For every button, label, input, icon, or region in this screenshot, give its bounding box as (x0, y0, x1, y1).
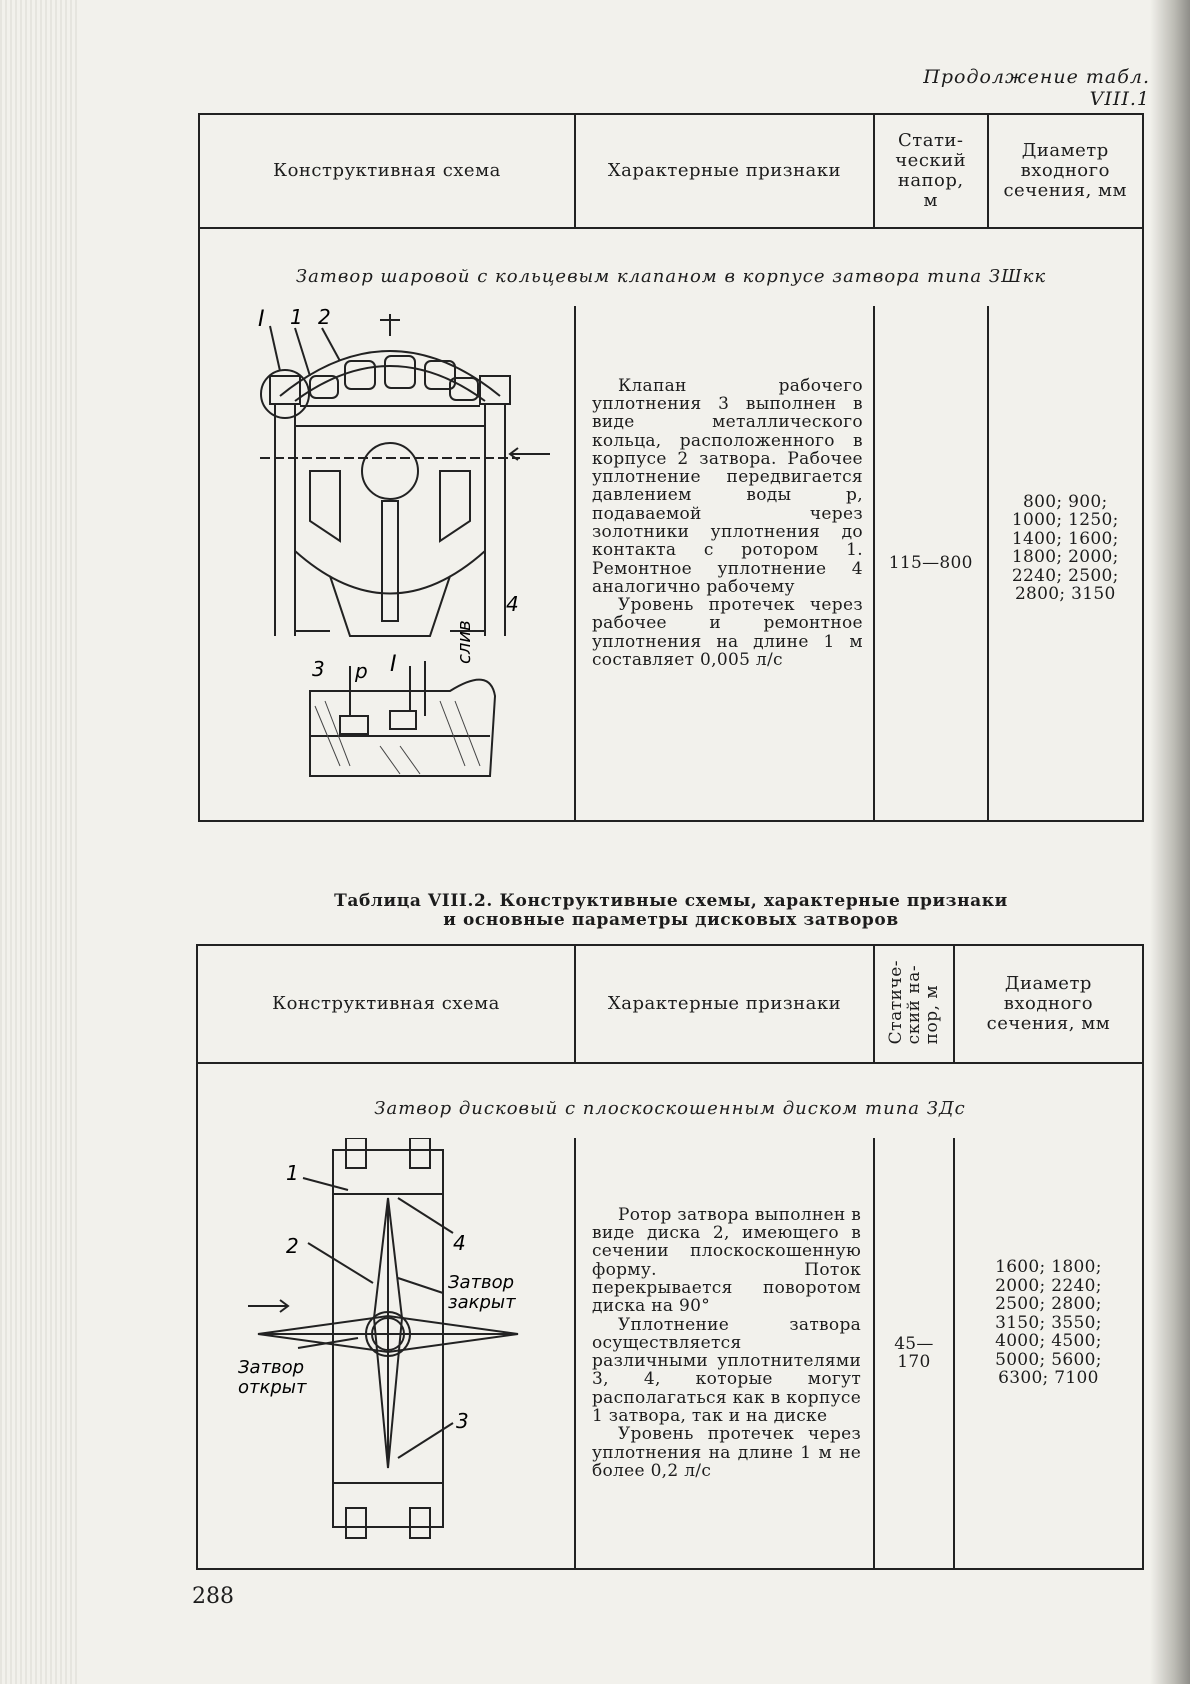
label-closed: Затвор закрыт (448, 1272, 516, 1313)
scan-edge-right (1150, 0, 1190, 1684)
diameter-value: 4000; 4500; (995, 1331, 1102, 1352)
label-4: 4 (453, 1231, 466, 1255)
diameter-cell (954, 1138, 1143, 1569)
diameter-cell (988, 306, 1143, 821)
caption-line: Таблица VIII.2. Конструктивные схемы, характерные признаки (334, 891, 1008, 911)
ball-valve-diagram (200, 306, 572, 816)
label-open: Затвор открыт (238, 1357, 307, 1398)
diameter-value: 2000; 2240; (995, 1275, 1102, 1296)
description-cell (575, 1138, 874, 1569)
description-paragraph: Уплотнение затвора осуществляется различными уплотнителями 3, 4, которые могут располагаться как в корпусе 1 затвора, так и на диске (591, 1314, 862, 1427)
section-title: Затвор шаровой с кольцевым клапаном в корпусе затвора типа ЗШкк (295, 266, 1047, 287)
diameter-value: 1400; 1600; (1011, 528, 1119, 549)
table-1-header-row (199, 114, 1143, 228)
data-row (197, 1138, 1143, 1569)
header-diameter: Диаметр входного сечения, мм (988, 114, 1143, 228)
description (592, 1206, 861, 1480)
page-number: 288 (192, 1584, 234, 1609)
label-3: 3 (312, 657, 325, 681)
description (592, 377, 863, 670)
header-head: Статиче- ский на- пор, м (885, 959, 942, 1045)
label-1: 1 (290, 306, 303, 329)
head-value: 45— 170 (874, 1138, 954, 1569)
table-2-caption (198, 892, 1144, 930)
scan-edge-left (0, 0, 78, 1684)
header-head-cell (874, 945, 954, 1063)
label-3: 3 (456, 1409, 469, 1433)
diameter-value: 2500; 2800; (995, 1294, 1102, 1315)
diameter-value: 3150; 3550; (995, 1312, 1102, 1333)
diameter-value: 800; 900; (1023, 491, 1108, 512)
label-4: 4 (506, 592, 519, 616)
diameter-value: 1000; 1250; (1011, 510, 1119, 530)
table-1 (198, 113, 1144, 822)
header-scheme: Конструктивная схема (199, 114, 575, 228)
head-value: 115—800 (874, 306, 988, 821)
section-title: Затвор дисковый с плоскоскошенным диском типа ЗДс (374, 1098, 966, 1119)
label-p: p (355, 659, 368, 683)
table-2 (196, 944, 1144, 1570)
caption-line: и основные параметры дисковых затворов (443, 910, 899, 930)
figure-cell (199, 306, 575, 821)
label-sliv: слив (454, 620, 475, 664)
diameter-value: 5000; 5600; (995, 1349, 1102, 1370)
label-I-detail: I (390, 652, 397, 677)
label-2: 2 (318, 306, 331, 329)
label-1: 1 (286, 1161, 299, 1185)
header-scheme: Конструктивная схема (197, 945, 575, 1063)
diameter-value: 1800; 2000; (1011, 547, 1119, 567)
header-features: Характерные признаки (575, 945, 874, 1063)
data-row (199, 306, 1143, 821)
description-paragraph: Клапан рабочего уплотнения 3 выполнен в виде металлического кольца, расположенного в корпусе 2 затвора. Рабочее уплотнение передвигается давлением воды p, подаваемой через золотники уплотнения до контакта с ротором 1. Ремонтное уплотнение 4 аналогично рабочему (591, 375, 863, 597)
description-paragraph: Уровень протечек через рабочее и ремонтное уплотнения на длине 1 м составляет 0,005 л/с (591, 595, 863, 671)
diameter-value: 2240; 2500; (1011, 565, 1119, 586)
diameter-value: 1600; 1800; (995, 1257, 1102, 1278)
header-head: Стати- ческий напор, м (874, 114, 988, 228)
description-paragraph: Ротор затвора выполнен в виде диска 2, имеющего в сечении плоскоскошенную форму. Поток перекрывается поворотом диска на 90° (591, 1204, 862, 1317)
description-cell (575, 306, 874, 821)
table-continuation-label: Продолжение табл. VIII.1 (923, 66, 1150, 110)
diameter-value: 2800; 3150 (1014, 584, 1116, 604)
header-features: Характерные признаки (575, 114, 874, 228)
figure-cell (197, 1138, 575, 1569)
diameter-value: 6300; 7100 (998, 1368, 1099, 1389)
label-I: I (258, 307, 265, 332)
disc-valve-diagram (198, 1138, 572, 1564)
header-diameter: Диаметр входного сечения, мм (954, 945, 1143, 1063)
table-2-header-row (197, 945, 1143, 1063)
label-2: 2 (286, 1234, 299, 1258)
description-paragraph: Уровень протечек через уплотнения на длине 1 м не более 0,2 л/с (591, 1424, 862, 1481)
